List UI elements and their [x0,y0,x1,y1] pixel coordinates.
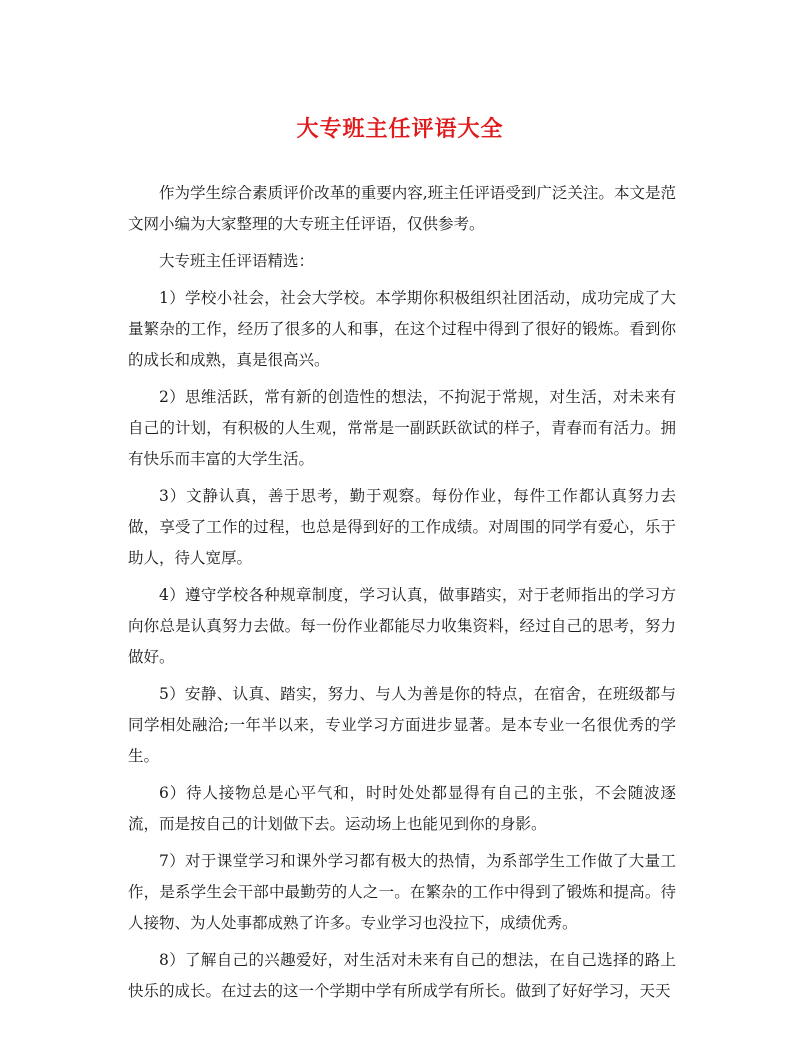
comment-paragraph-3: 3）文静认真，善于思考，勤于观察。每份作业，每件工作都认真努力去做，享受了工作的过程，也总是得到好的工作成绩。对周围的同学有爱心，乐于助人，待人宽厚。 [128,487,676,567]
comment-paragraph-1: 1）学校小社会，社会大学校。本学期你积极组织社团活动，成功完成了大量繁杂的工作，经历了很多的人和事，在这个过程中得到了很好的锻炼。看到你的成长和成熟，真是很高兴。 [128,289,676,369]
section-heading: 大专班主任评语精选： [159,252,315,270]
comment-paragraph-6: 6）待人接物总是心平气和，时时处处都显得有自己的主张，不会随波逐流，而是按自己的计划做下去。运动场上也能见到你的身影。 [128,784,676,833]
document-body [128,178,676,1013]
comment-paragraph-5: 5）安静、认真、踏实，努力、与人为善是你的特点，在宿舍，在班级都与同学相处融洽;一年半以来，专业学习方面进步显著。是本专业一名很优秀的学生。 [128,685,676,765]
comment-paragraph-4: 4）遵守学校各种规章制度，学习认真，做事踏实，对于老师指出的学习方向你总是认真努力去做。每一份作业都能尽力收集资料，经过自己的思考，努力做好。 [128,586,676,666]
comment-paragraph-2: 2）思维活跃，常有新的创造性的想法，不拘泥于常规，对生活，对未来有自己的计划，有积极的人生观，常常是一副跃跃欲试的样子，青春而有活力。拥有快乐而丰富的大学生活。 [128,388,676,468]
comment-paragraph-7: 7）对于课堂学习和课外学习都有极大的热情，为系部学生工作做了大量工作，是系学生会干部中最勤劳的人之一。在繁杂的工作中得到了锻炼和提高。待人接物、为人处事都成熟了许多。专业学习也没拉下，成绩优秀。 [128,852,676,932]
comment-paragraph-8: 8）了解自己的兴趣爱好，对生活对未来有自己的想法，在自己选择的路上快乐的成长。在过去的这一个学期中学有所成学有所长。做到了好好学习，天天 [128,951,676,1000]
document-title: 大专班主任评语大全 [296,116,504,142]
intro-paragraph: 作为学生综合素质评价改革的重要内容,班主任评语受到广泛关注。本文是范文网小编为大家整理的大专班主任评语，仅供参考。 [128,184,676,233]
